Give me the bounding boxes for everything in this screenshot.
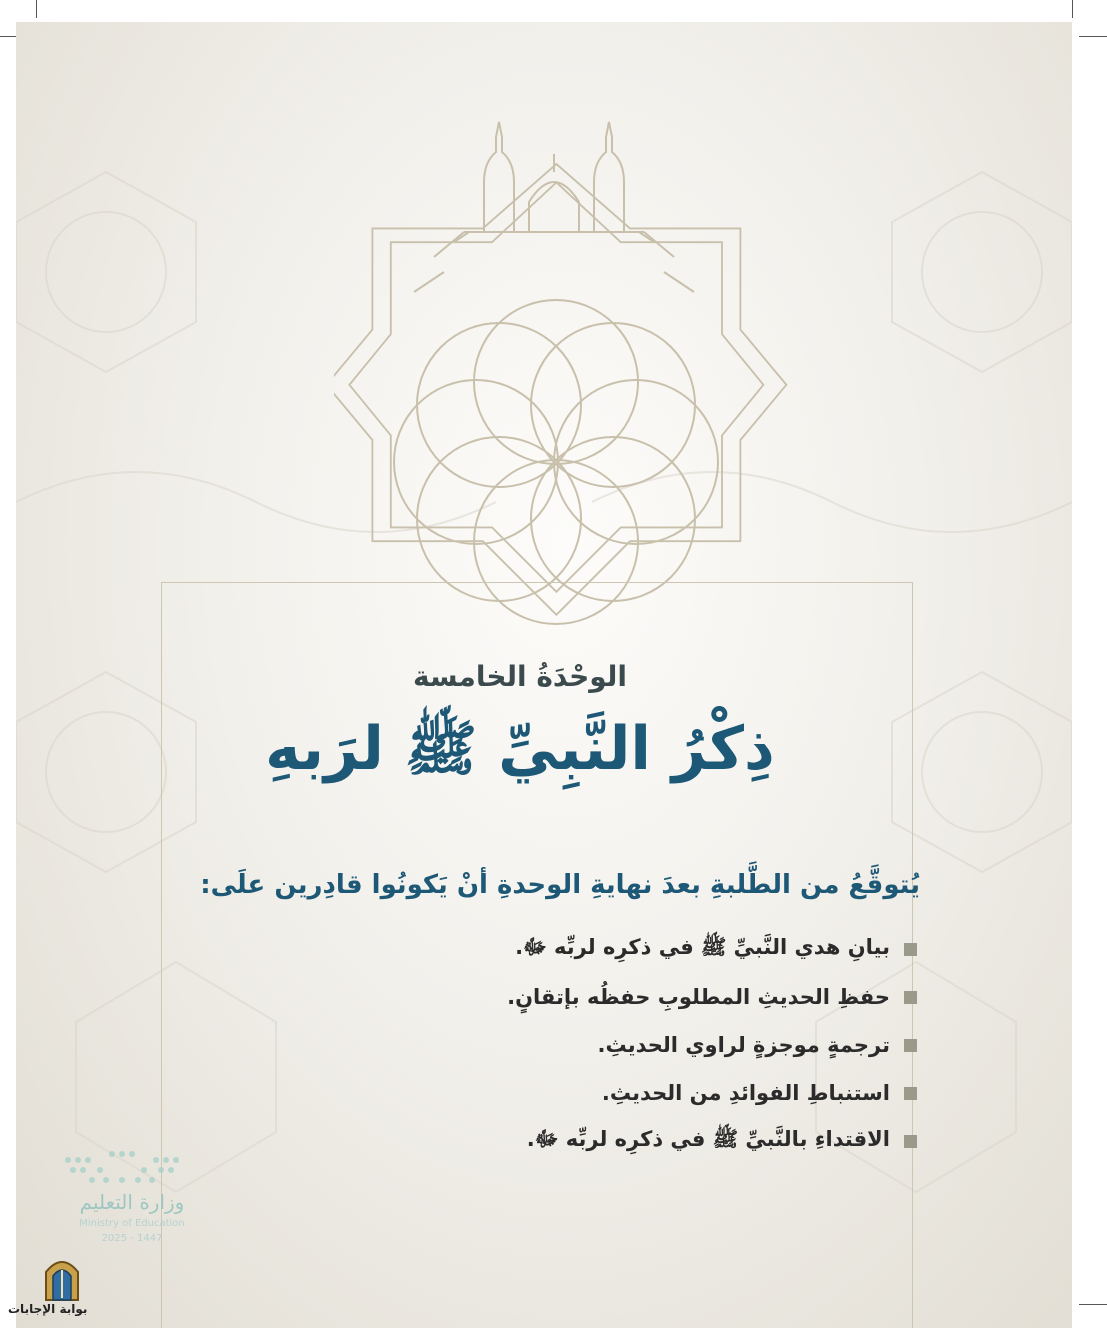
square-bullet-icon: [904, 943, 917, 956]
crop-mark: [36, 0, 37, 18]
ministry-year: 2025 - 1447: [101, 1233, 163, 1244]
objective-item: [507, 1069, 917, 1117]
crop-mark: [1072, 0, 1073, 18]
unit-label: الوحْدَةُ الخامسة: [413, 660, 627, 693]
objectives-list: [507, 925, 917, 1165]
objective-text: بيانِ هدي النَّبيِّ ﷺ في ذكرِه لربِّه ﷻ.: [515, 934, 890, 959]
objective-item: [507, 1117, 917, 1165]
square-bullet-icon: [904, 1087, 917, 1100]
objectives-intro: يُتوقَّعُ من الطَّلبةِ بعدَ نهايةِ الوحدةِ أنْ يَكونُوا قادِرين علَى:: [200, 870, 920, 900]
objective-text: حفظِ الحديثِ المطلوبِ حفظُه بإتقانٍ.: [507, 985, 890, 1009]
crop-mark: [1079, 1304, 1107, 1305]
crop-mark: [1079, 36, 1107, 37]
unit-title: ذِكْرُ النَّبِيِّ ﷺ لرَبهِ: [265, 714, 775, 784]
ministry-name-ar: وزارة التعليم: [79, 1190, 185, 1214]
objective-text: الاقتداءِ بالنَّبيِّ ﷺ في ذكرِه لربِّه ﷻ.: [526, 1126, 890, 1151]
objective-item: [507, 1021, 917, 1069]
ministry-name-en: Ministry of Education: [79, 1218, 185, 1229]
objective-item: [507, 973, 917, 1021]
portal-name: بوابة الإجابات: [8, 1302, 88, 1316]
objective-item: [507, 925, 917, 973]
portal-logo-icon: [42, 1252, 82, 1302]
objective-text: ترجمةٍ موجزةٍ لراوي الحديثِ.: [597, 1033, 890, 1057]
objective-text: استنباطِ الفوائدِ من الحديثِ.: [601, 1081, 890, 1105]
square-bullet-icon: [904, 991, 917, 1004]
square-bullet-icon: [904, 1039, 917, 1052]
square-bullet-icon: [904, 1135, 917, 1148]
